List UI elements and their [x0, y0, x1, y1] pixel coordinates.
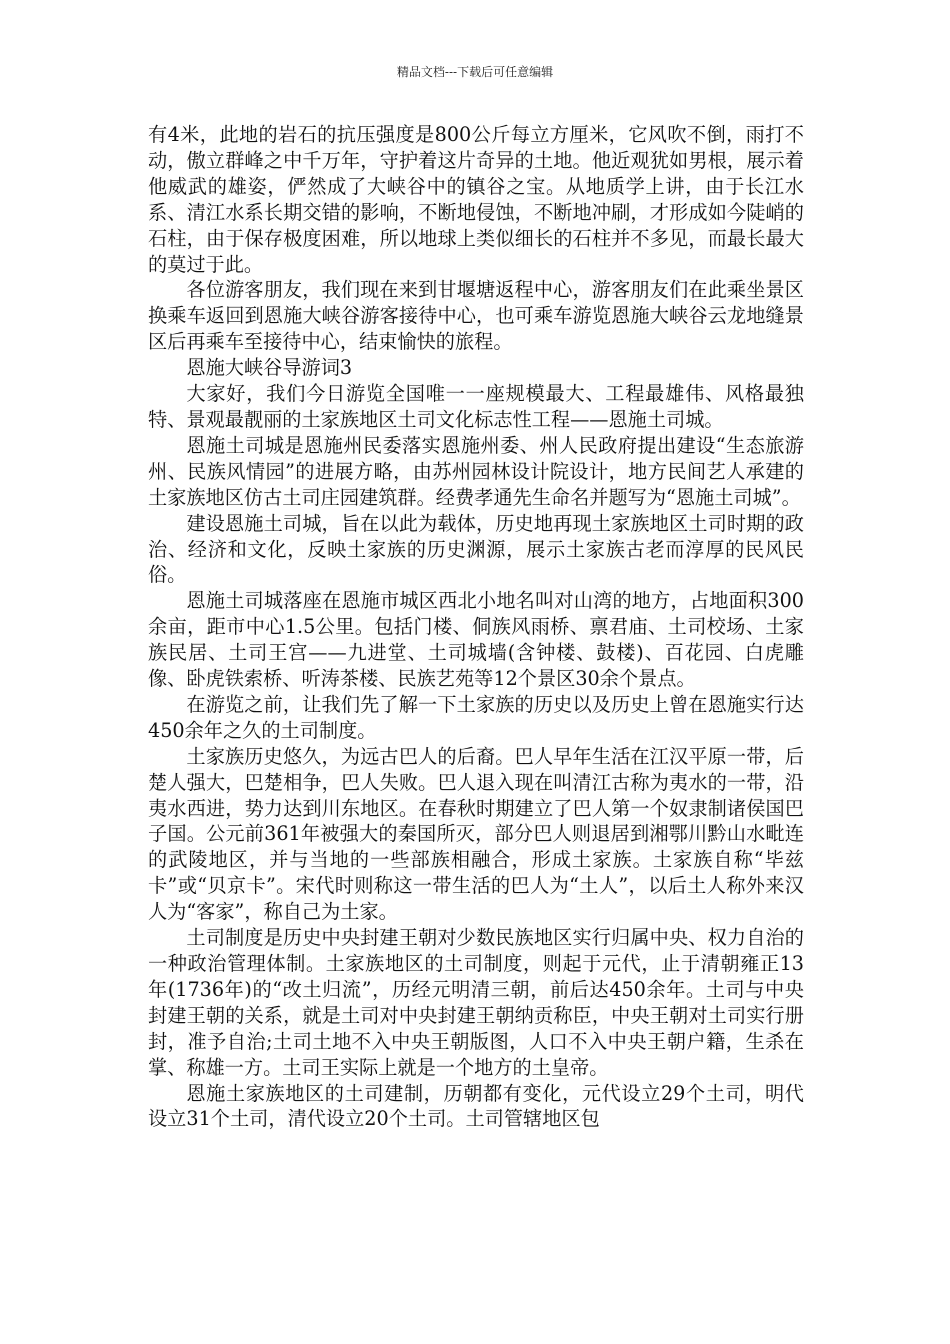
- paragraph: 恩施土司城落座在恩施市城区西北小地名叫对山湾的地方，占地面积300余亩，距市中心1.5公里。包括门楼、侗族风雨桥、禀君庙、土司校场、土家族民居、土司王宫——九进堂、土司城墙(含钟楼、鼓楼)、百花园、白虎雕像、卧虎铁索桥、听涛茶楼、民族艺苑等12个景区30余个景点。: [148, 589, 804, 691]
- page-header: 精品文档---下载后可任意编辑: [396, 65, 554, 79]
- paragraph: 土司制度是历史中央封建王朝对少数民族地区实行归属中央、权力自治的一种政治管理体制。土家族地区的土司制度，则起于元代，止于清朝雍正13年(1736年)的“改土归流”，历经元明清三朝，前后达450余年。土司与中央封建王朝的关系，就是土司对中央封建王朝纳贡称臣，中央王朝对土司实行册封，准予自治;土司土地不入中央王朝版图，人口不入中央王朝户籍，生杀在掌、称雄一方。土司王实际上就是一个地方的土皇帝。: [148, 926, 804, 1079]
- paragraph-continuation: 有4米，此地的岩石的抗压强度是800公斤每立方厘米，它风吹不倒，雨打不动，傲立群峰之中千万年，守护着这片奇异的土地。他近观犹如男根，展示着他威武的雄姿，俨然成了大峡谷中的镇谷之宝。从地质学上讲，由于长江水系、清江水系长期交错的影响，不断地侵蚀，不断地冲刷，才形成如今陡峭的石柱，由于保存极度困难，所以地球上类似细长的石柱并不多见，而最长最大的莫过于此。: [148, 123, 804, 276]
- section-heading: 恩施大峡谷导游词3: [186, 356, 353, 380]
- paragraph: 建设恩施土司城，旨在以此为载体，历史地再现土家族地区土司时期的政治、经济和文化，反映土家族的历史渊源，展示土家族古老而淳厚的民风民俗。: [148, 511, 804, 587]
- document-body: [148, 122, 804, 1132]
- paragraph: 大家好，我们今日游览全国唯一一座规模最大、工程最雄伟、风格最独特、景观最靓丽的土家族地区土司文化标志性工程——恩施土司城。: [148, 382, 804, 431]
- paragraph: 各位游客朋友，我们现在来到甘堰塘返程中心，游客朋友们在此乘坐景区换乘车返回到恩施大峡谷游客接待中心，也可乘车游览恩施大峡谷云龙地缝景区后再乘车至接待中心，结束愉快的旅程。: [148, 278, 804, 354]
- paragraph: 恩施土司城是恩施州民委落实恩施州委、州人民政府提出建设“生态旅游州、民族风情园”的进展方略，由苏州园林设计院设计，地方民间艺人承建的土家族地区仿古土司庄园建筑群。经费孝通先生命名并题写为“恩施土司城”。: [148, 433, 804, 509]
- paragraph: 在游览之前，让我们先了解一下土家族的历史以及历史上曾在恩施实行达450余年之久的土司制度。: [148, 692, 804, 742]
- paragraph: 恩施土家族地区的土司建制，历朝都有变化，元代设立29个土司，明代设立31个土司，清代设立20个土司。土司管辖地区包: [148, 1081, 804, 1131]
- paragraph: 土家族历史悠久，为远古巴人的后裔。巴人早年生活在江汉平原一带，后楚人强大，巴楚相争，巴人失败。巴人退入现在叫清江古称为夷水的一带，沿夷水西进，势力达到川东地区。在春秋时期建立了巴人第一个奴隶制诸侯国巴子国。公元前361年被强大的秦国所灭，部分巴人则退居到湘鄂川黔山水毗连的武陵地区，并与当地的一些部族相融合，形成土家族。土家族自称“毕兹卡”或“贝京卡”。宋代时则称这一带生活的巴人为“土人”，以后土人称外来汉人为“客家”，称自己为土家。: [148, 744, 804, 924]
